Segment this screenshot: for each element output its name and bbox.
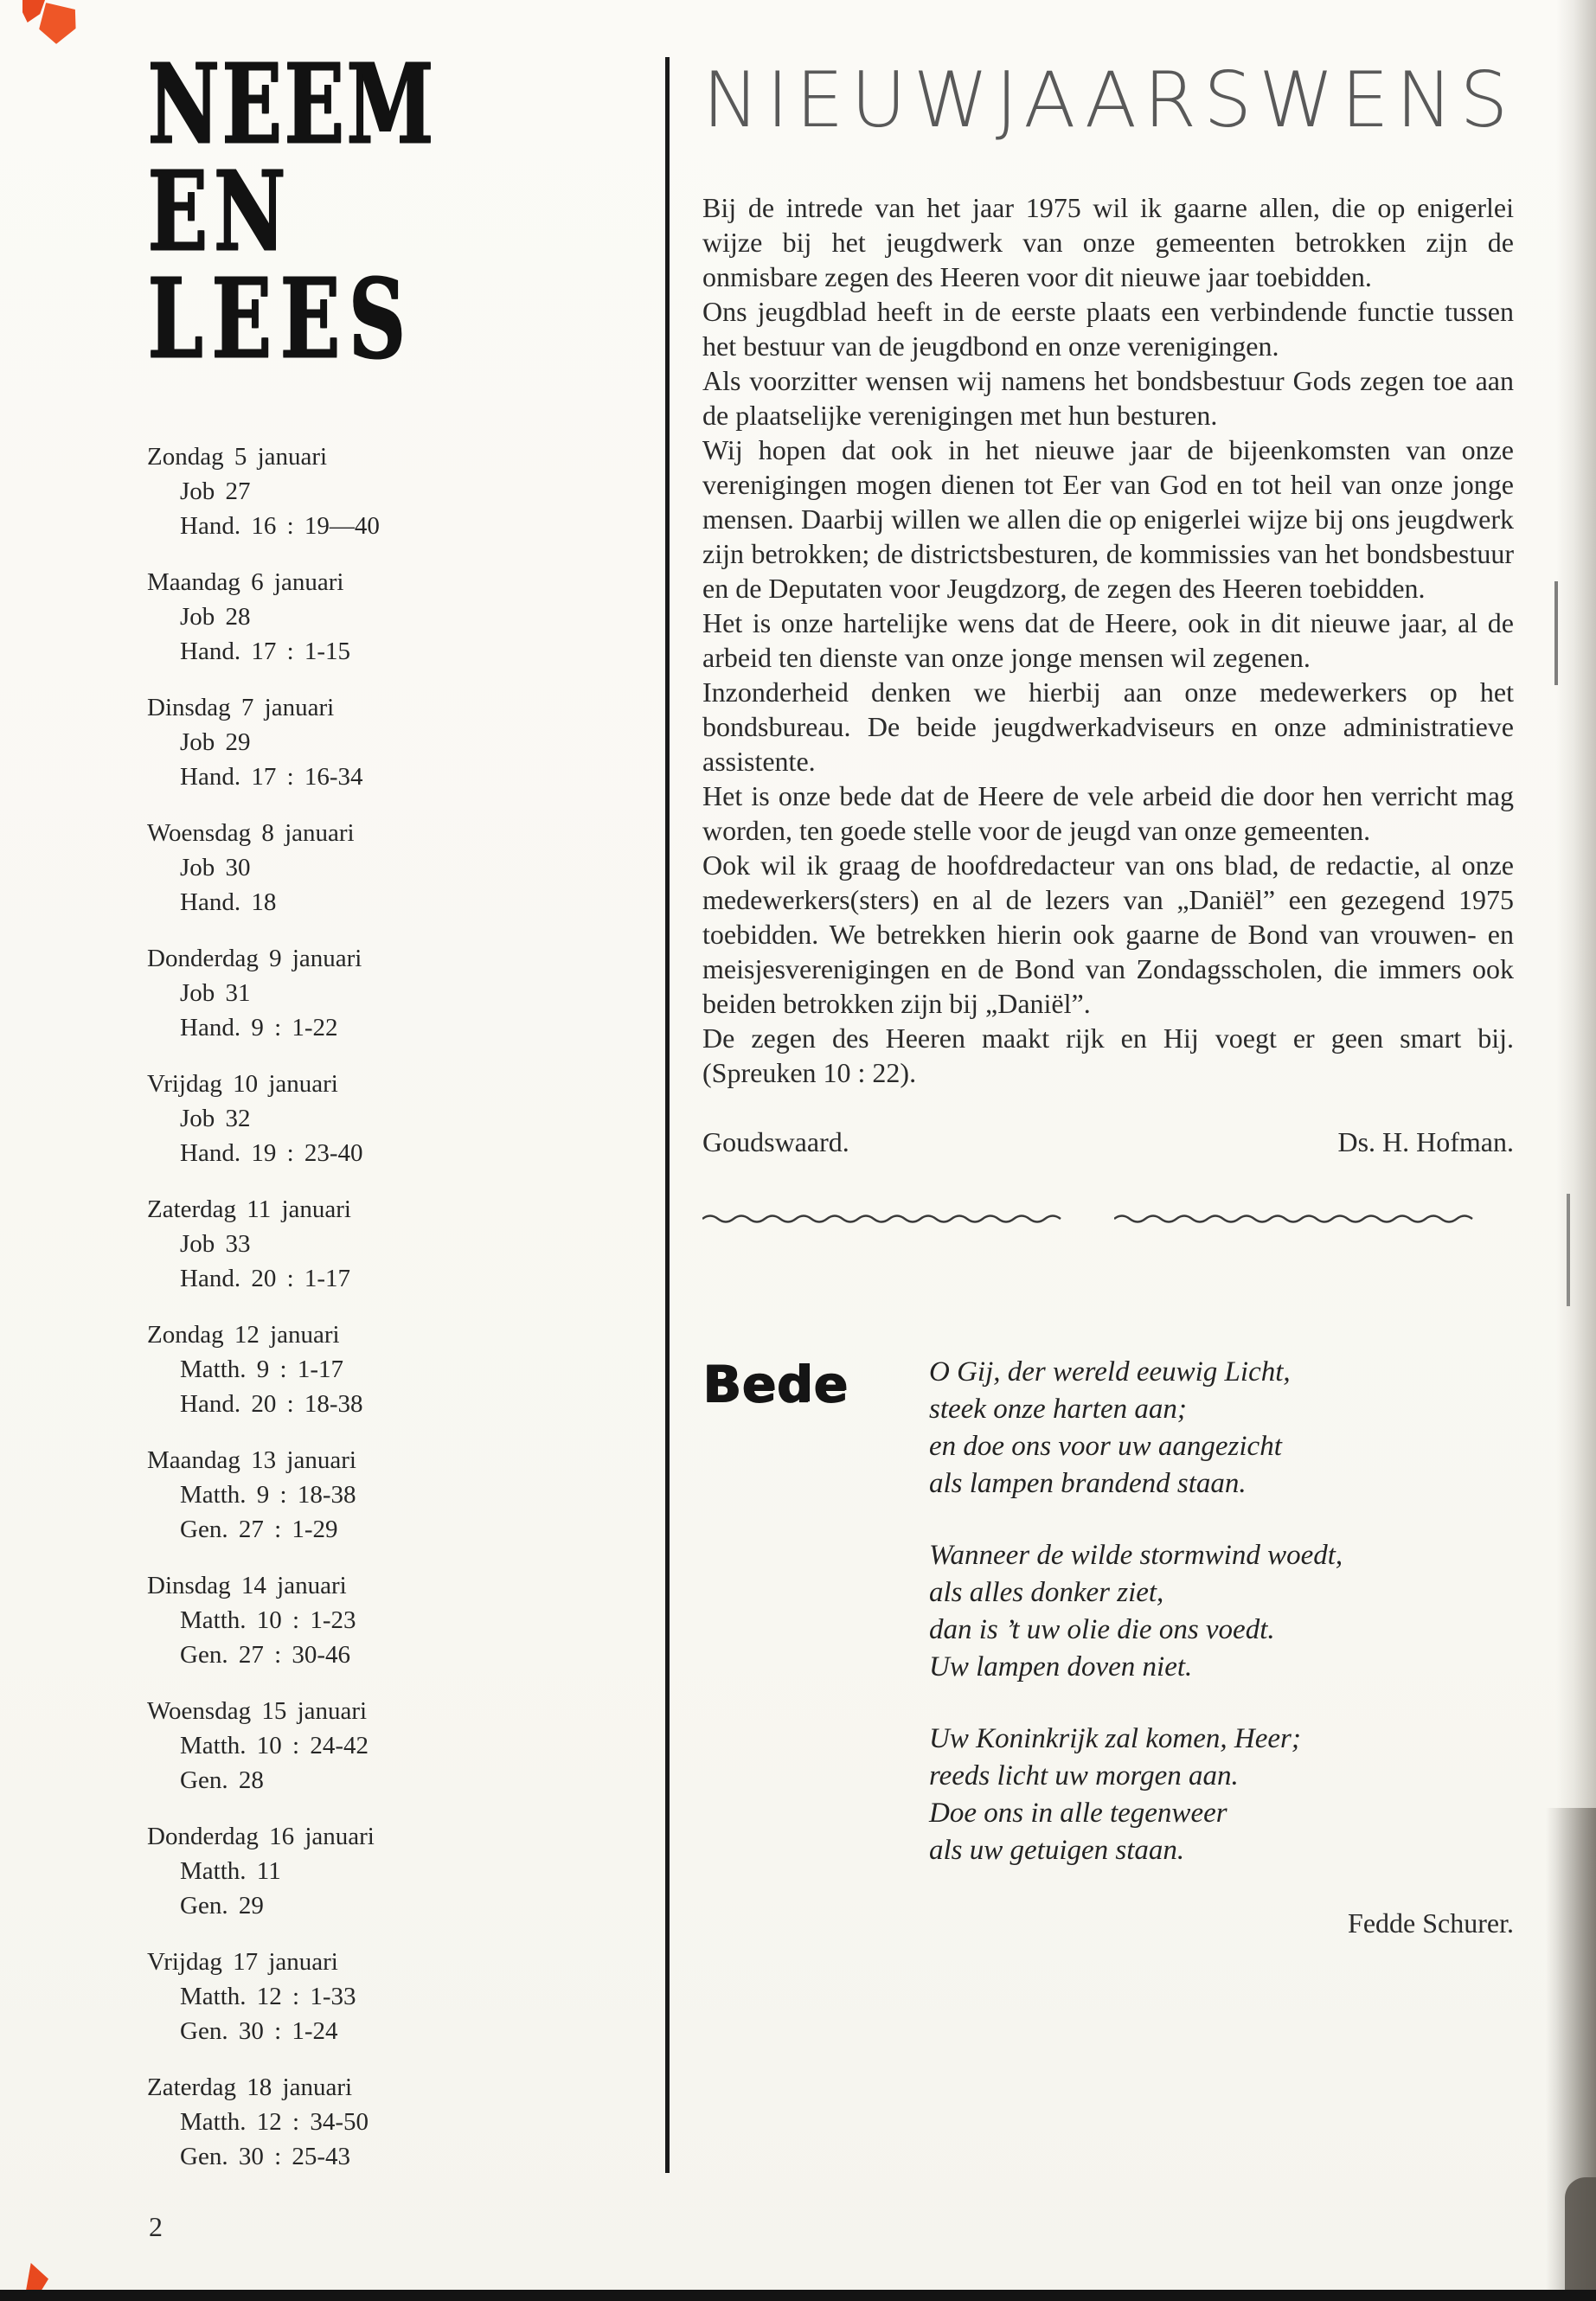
reading-entry [147, 1568, 631, 1672]
poem-line: als uw getuigen staan. [929, 1835, 1185, 1866]
reading-day: Zaterdag 18 januari [147, 2073, 353, 2101]
orange-ink-mark-bottom-left [26, 2263, 48, 2291]
reading-ref: Gen. 29 [180, 1892, 264, 1920]
page-corner-shadow-bottom-right [1565, 2177, 1596, 2291]
article-title: NIEUWJAARSWENS [702, 55, 1516, 144]
reading-ref: Hand. 17 : 16-34 [180, 763, 363, 791]
signature-name: Ds. H. Hofman. [1337, 1126, 1514, 1157]
orange-ink-mark-top-left-2 [37, 3, 78, 47]
wavy-divider [702, 1212, 1514, 1226]
reading-entry [147, 1067, 631, 1170]
poem-section [702, 1354, 1514, 1869]
reading-ref: Hand. 20 : 1-17 [180, 1265, 351, 1292]
poem-stanza [929, 1721, 1514, 1869]
article-paragraph: Inzonderheid denken we hierbij aan onze medewerkers op het bondsbureau. De beide jeugdwerkadviseurs en onze administratieve assistente. [702, 676, 1514, 777]
reading-ref: Job 29 [180, 728, 251, 756]
reading-ref: Matth. 10 : 24-42 [180, 1732, 369, 1759]
reading-day: Zondag 5 januari [147, 443, 328, 471]
reading-ref: Gen. 30 : 25-43 [180, 2143, 351, 2170]
reading-day: Zondag 12 januari [147, 1321, 340, 1349]
article-paragraph: Ons jeugdblad heeft in de eerste plaats een verbindende functie tussen het bestuur van de jeugdbond en onze verenigingen. [702, 296, 1514, 362]
page-number: 2 [149, 2211, 163, 2242]
reading-day: Dinsdag 7 januari [147, 694, 335, 721]
poem-line: O Gij, der wereld eeuwig Licht, [929, 1356, 1291, 1388]
reading-ref: Matth. 9 : 1-17 [180, 1356, 343, 1383]
reading-ref: Hand. 17 : 1-15 [180, 638, 351, 665]
article-paragraph: Wij hopen dat ook in het nieuwe jaar de bijeenkomsten van onze verenigingen mogen dienen tot Eer van God en tot heil van onze jonge mensen. Daarbij willen we allen die op enigerlei wijze bij ons jeugdwerk zijn betrokken; de districtsbesturen, de kommissies van het bondsbestuur en de Deputaten voor Jeugdzorg, de zegen des Heeren toebidden. [702, 434, 1514, 604]
masthead-line-3: LEES [147, 254, 413, 382]
reading-ref: Matth. 11 [180, 1857, 281, 1885]
poem-author: Fedde Schurer. [1348, 1907, 1514, 1939]
masthead-line-2: EN [147, 147, 292, 275]
reading-entry [147, 1819, 631, 1923]
reading-entry [147, 1945, 631, 2048]
reading-entry [147, 1694, 631, 1798]
poem-line: en doe ons voor uw aangezicht [929, 1431, 1282, 1462]
reading-ref: Matth. 12 : 1-33 [180, 1983, 356, 2010]
poem-line: reeds licht uw morgen aan. [929, 1760, 1239, 1791]
reading-ref: Job 31 [180, 979, 251, 1007]
article-paragraph: Bij de intrede van het jaar 1975 wil ik gaarne allen, die op enigerlei wijze bij het jeugdwerk van onze gemeenten betrokken zijn de onmisbare zegen des Heeren voor dit nieuwe jaar toebidden. [702, 192, 1514, 292]
orange-ink-mark-top-left [22, 0, 45, 22]
reading-entry [147, 816, 631, 920]
reading-day: Donderdag 16 januari [147, 1823, 375, 1850]
article-paragraph: De zegen des Heeren maakt rijk en Hij voegt er geen smart bij. (Spreuken 10 : 22). [702, 1022, 1514, 1088]
reading-day: Woensdag 15 januari [147, 1697, 368, 1725]
reading-day: Maandag 13 januari [147, 1446, 356, 1474]
poem-line: Doe ons in alle tegenweer [929, 1798, 1227, 1829]
reading-entry [147, 565, 631, 669]
reading-entry [147, 941, 631, 1045]
reading-day: Woensdag 8 januari [147, 819, 355, 847]
masthead-line-1: NEEM [147, 40, 436, 168]
reading-ref: Job 28 [180, 603, 251, 631]
reading-entry [147, 2070, 631, 2174]
reading-entry [147, 439, 631, 543]
reading-ref: Hand. 9 : 1-22 [180, 1014, 338, 1042]
reading-ref: Matth. 10 : 1-23 [180, 1606, 356, 1634]
scan-line-artifact-2 [1567, 1194, 1570, 1306]
poem-line: Uw lampen doven niet. [929, 1651, 1193, 1682]
poem-stanza [929, 1354, 1514, 1503]
scan-line-artifact-1 [1554, 581, 1558, 685]
reading-ref: Job 27 [180, 478, 251, 505]
reading-day: Dinsdag 14 januari [147, 1572, 347, 1599]
poem-heading: Bede [702, 1355, 849, 1413]
section-title-neem-en-lees [147, 40, 631, 382]
reading-ref: Gen. 30 : 1-24 [180, 2017, 338, 2045]
wavy-line-right-icon [1114, 1212, 1488, 1226]
reading-ref: Matth. 9 : 18-38 [180, 1481, 356, 1509]
reading-entry [147, 1317, 631, 1421]
poem-line: als alles donker ziet, [929, 1577, 1164, 1608]
reading-ref: Job 33 [180, 1230, 251, 1258]
page-bottom-edge-line [0, 2290, 1596, 2301]
reading-ref: Gen. 28 [180, 1766, 264, 1794]
poem-stanza [929, 1537, 1514, 1686]
reading-entry [147, 1192, 631, 1296]
reading-entry [147, 690, 631, 794]
poem-line: als lampen brandend staan. [929, 1468, 1247, 1499]
article-paragraph: Ook wil ik graag de hoofdredacteur van ons blad, de redactie, al onze medewerkers(sters) en al de lezers van „Daniël” een gezegend 1975 toebidden. We betrekken hierin ook gaarne de Bond van vrouwen- en meisjesverenigingen en de Bond van Zondagsscholen, die immers ook beiden betrokken zijn bij „Daniël”. [702, 849, 1514, 1019]
reading-day: Vrijdag 10 januari [147, 1070, 338, 1098]
reading-ref: Job 30 [180, 854, 251, 881]
reading-entry [147, 1443, 631, 1547]
reading-ref: Gen. 27 : 30-46 [180, 1641, 351, 1669]
right-column [702, 50, 1514, 1939]
reading-day: Maandag 6 januari [147, 568, 344, 596]
reading-ref: Hand. 16 : 19—40 [180, 512, 380, 540]
reading-ref: Hand. 20 : 18-38 [180, 1390, 363, 1418]
left-column [147, 40, 631, 2195]
wavy-line-left-icon [702, 1212, 1076, 1226]
poem-line: Wanneer de wilde stormwind woedt, [929, 1540, 1343, 1571]
article-paragraph: Het is onze bede dat de Heere de vele arbeid die door hen verricht mag worden, ten goede stelle voor de jeugd van onze gemeenten. [702, 780, 1514, 846]
reading-ref: Matth. 12 : 34-50 [180, 2108, 369, 2136]
bible-reading-schedule [147, 439, 631, 2174]
reading-day: Donderdag 9 januari [147, 945, 362, 972]
reading-ref: Gen. 27 : 1-29 [180, 1516, 338, 1543]
article-paragraph: Als voorzitter wensen wij namens het bondsbestuur Gods zegen toe aan de plaatselijke verenigingen met hun besturen. [702, 365, 1514, 431]
article-signature [702, 1126, 1514, 1158]
signature-place: Goudswaard. [702, 1126, 849, 1157]
reading-ref: Hand. 19 : 23-40 [180, 1139, 363, 1167]
reading-day: Vrijdag 17 januari [147, 1948, 338, 1976]
poem-line: dan is ’t uw olie die ons voedt. [929, 1614, 1275, 1645]
poem-body [929, 1354, 1514, 1869]
poem-line: steek onze harten aan; [929, 1394, 1187, 1425]
reading-ref: Job 32 [180, 1105, 251, 1132]
reading-day: Zaterdag 11 januari [147, 1195, 351, 1223]
article-paragraph: Het is onze hartelijke wens dat de Heere, ook in dit nieuwe jaar, al de arbeid ten dienste van onze jonge mensen wil zegenen. [702, 607, 1514, 673]
article-body [702, 190, 1514, 1090]
poem-line: Uw Koninkrijk zal komen, Heer; [929, 1723, 1301, 1754]
column-divider-rule [665, 57, 670, 2173]
reading-ref: Hand. 18 [180, 888, 277, 916]
